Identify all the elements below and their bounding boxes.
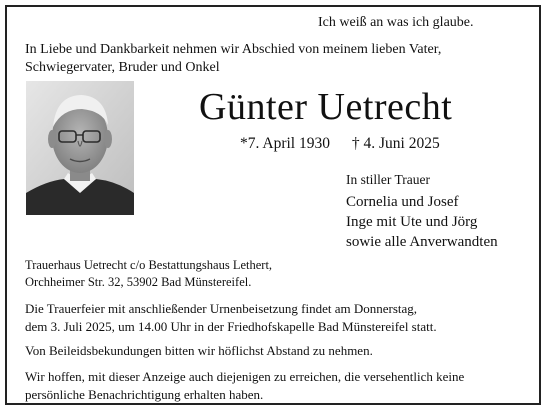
mourners-list	[346, 192, 498, 252]
mourning-label: In stiller Trauer	[346, 172, 430, 187]
ceremony-line: Die Trauerfeier mit anschließender Urnenbeisetzung findet am Donnerstag,	[25, 301, 418, 316]
obituary-notice	[5, 5, 541, 405]
death-date: † 4. Juni 2025	[351, 135, 440, 152]
motto: Ich weiß an was ich glaube.	[318, 15, 474, 30]
intro-line: In Liebe und Dankbarkeit nehmen wir Abschied von meinem lieben Vater,	[25, 42, 442, 57]
deceased-name: Günter Uetrecht	[199, 86, 453, 128]
mourner-line: Cornelia und Josef	[346, 194, 459, 210]
closing-line: persönliche Benachrichtigung erhalten haben.	[25, 387, 264, 402]
birth-date: *7. April 1930	[240, 135, 330, 152]
mourner-line: Inge mit Ute und Jörg	[346, 214, 478, 230]
address-line: Orchheimer Str. 32, 53902 Bad Münstereifel.	[25, 275, 252, 289]
life-dates	[240, 135, 440, 153]
intro-line: Schwiegervater, Bruder und Onkel	[25, 60, 220, 75]
closing-text	[25, 368, 464, 404]
ceremony-info	[25, 300, 437, 336]
mourner-line: sowie alle Anverwandten	[346, 234, 498, 250]
closing-line: Wir hoffen, mit dieser Anzeige auch diejenigen zu erreichen, die versehentlich keine	[25, 369, 465, 384]
funeral-home-address	[25, 257, 272, 291]
address-line: Trauerhaus Uetrecht c/o Bestattungshaus Lethert,	[25, 258, 273, 272]
condolence-note: Von Beileidsbekundungen bitten wir höflichst Abstand zu nehmen.	[25, 343, 373, 358]
portrait-image	[26, 81, 134, 215]
portrait-photo	[26, 81, 134, 215]
intro-text	[25, 41, 441, 77]
ceremony-line: dem 3. Juli 2025, um 14.00 Uhr in der Friedhofskapelle Bad Münstereifel statt.	[25, 319, 437, 334]
